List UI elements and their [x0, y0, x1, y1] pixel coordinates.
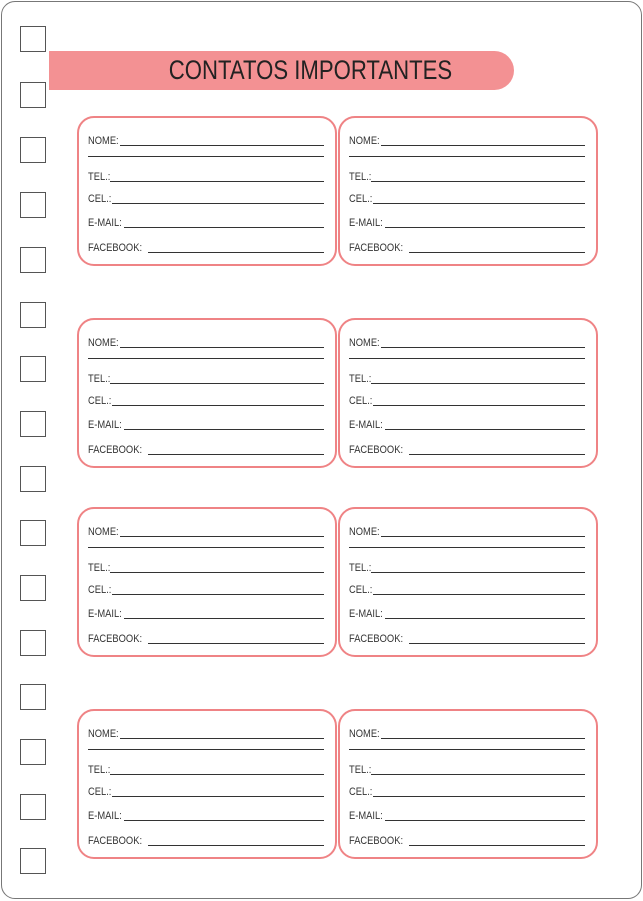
phone-field-line[interactable] — [371, 572, 585, 573]
name-field-label: NOME: — [88, 135, 119, 147]
name-field[interactable] — [88, 333, 324, 349]
phone-field-line[interactable] — [371, 181, 585, 182]
name-field-label: NOME: — [349, 337, 380, 349]
contact-card — [77, 709, 337, 859]
facebook-field[interactable] — [88, 831, 324, 847]
facebook-field-label: FACEBOOK: — [349, 242, 404, 254]
name-field[interactable] — [349, 131, 585, 147]
mobile-field-line[interactable] — [112, 405, 324, 406]
phone-field-label: TEL.: — [88, 171, 111, 183]
title-banner — [49, 51, 514, 90]
mobile-field-label: CEL.: — [349, 193, 373, 205]
email-field[interactable] — [349, 604, 585, 620]
facebook-field-line[interactable] — [148, 845, 324, 846]
name-field[interactable] — [88, 522, 324, 538]
binder-hole — [20, 630, 46, 656]
mobile-field-line[interactable] — [373, 405, 585, 406]
mobile-field[interactable] — [349, 782, 585, 798]
facebook-field-line[interactable] — [409, 454, 585, 455]
facebook-field-line[interactable] — [409, 252, 585, 253]
facebook-field[interactable] — [349, 629, 585, 645]
name-second-line[interactable] — [349, 749, 585, 750]
mobile-field-label: CEL.: — [349, 395, 373, 407]
name-field-label: NOME: — [88, 337, 119, 349]
email-field[interactable] — [349, 415, 585, 431]
email-field[interactable] — [88, 213, 324, 229]
phone-field[interactable] — [88, 167, 324, 183]
email-field-label: E-MAIL: — [88, 608, 122, 620]
contact-card — [338, 507, 598, 657]
email-field-label: E-MAIL: — [349, 217, 383, 229]
name-second-line[interactable] — [88, 547, 324, 548]
email-field-line[interactable] — [124, 227, 324, 228]
binder-hole — [20, 575, 46, 601]
phone-field-label: TEL.: — [349, 171, 372, 183]
mobile-field[interactable] — [349, 391, 585, 407]
email-field-line[interactable] — [124, 618, 324, 619]
phone-field-label: TEL.: — [88, 373, 111, 385]
name-field[interactable] — [88, 131, 324, 147]
mobile-field-line[interactable] — [373, 203, 585, 204]
mobile-field[interactable] — [349, 189, 585, 205]
contact-card — [338, 318, 598, 468]
mobile-field-line[interactable] — [373, 796, 585, 797]
phone-field-label: TEL.: — [88, 562, 111, 574]
facebook-field[interactable] — [88, 238, 324, 254]
mobile-field-label: CEL.: — [349, 786, 373, 798]
facebook-field-label: FACEBOOK: — [88, 444, 143, 456]
email-field-label: E-MAIL: — [88, 810, 122, 822]
contact-card — [77, 116, 337, 266]
email-field[interactable] — [88, 415, 324, 431]
name-field-label: NOME: — [349, 728, 380, 740]
phone-field[interactable] — [88, 760, 324, 776]
phone-field-label: TEL.: — [349, 764, 372, 776]
phone-field[interactable] — [349, 369, 585, 385]
facebook-field-label: FACEBOOK: — [88, 633, 143, 645]
email-field-line[interactable] — [385, 618, 585, 619]
planner-page — [1, 1, 642, 899]
mobile-field[interactable] — [88, 391, 324, 407]
email-field-label: E-MAIL: — [349, 810, 383, 822]
binder-hole — [20, 411, 46, 437]
email-field-line[interactable] — [124, 820, 324, 821]
facebook-field-label: FACEBOOK: — [349, 633, 404, 645]
contact-card — [77, 318, 337, 468]
facebook-field-label: FACEBOOK: — [349, 444, 404, 456]
phone-field[interactable] — [88, 369, 324, 385]
name-field[interactable] — [349, 333, 585, 349]
facebook-field[interactable] — [349, 831, 585, 847]
name-field-label: NOME: — [88, 526, 119, 538]
name-second-line[interactable] — [88, 156, 324, 157]
name-field-line[interactable] — [120, 738, 324, 739]
contact-card — [338, 116, 598, 266]
facebook-field-label: FACEBOOK: — [349, 835, 404, 847]
binder-hole — [20, 848, 46, 874]
email-field[interactable] — [349, 806, 585, 822]
name-field[interactable] — [349, 724, 585, 740]
facebook-field-line[interactable] — [409, 845, 585, 846]
name-field-line[interactable] — [381, 145, 585, 146]
phone-field-label: TEL.: — [349, 373, 372, 385]
binder-hole — [20, 192, 46, 218]
name-field-line[interactable] — [381, 738, 585, 739]
mobile-field-line[interactable] — [373, 594, 585, 595]
contact-card — [77, 507, 337, 657]
mobile-field[interactable] — [88, 189, 324, 205]
name-field-line[interactable] — [120, 347, 324, 348]
phone-field-line[interactable] — [371, 774, 585, 775]
email-field-line[interactable] — [385, 820, 585, 821]
facebook-field-label: FACEBOOK: — [88, 242, 143, 254]
phone-field-label: TEL.: — [349, 562, 372, 574]
facebook-field[interactable] — [349, 238, 585, 254]
contact-card — [338, 709, 598, 859]
name-field-line[interactable] — [120, 145, 324, 146]
email-field[interactable] — [88, 604, 324, 620]
mobile-field-label: CEL.: — [88, 395, 112, 407]
mobile-field-line[interactable] — [112, 594, 324, 595]
email-field[interactable] — [88, 806, 324, 822]
name-field-line[interactable] — [381, 347, 585, 348]
name-field[interactable] — [88, 724, 324, 740]
binder-hole — [20, 684, 46, 710]
binder-hole — [20, 302, 46, 328]
mobile-field-line[interactable] — [112, 203, 324, 204]
phone-field[interactable] — [349, 167, 585, 183]
name-second-line[interactable] — [349, 547, 585, 548]
phone-field-line[interactable] — [110, 181, 324, 182]
name-second-line[interactable] — [88, 358, 324, 359]
phone-field[interactable] — [88, 558, 324, 574]
name-second-line[interactable] — [349, 156, 585, 157]
email-field-label: E-MAIL: — [88, 217, 122, 229]
mobile-field[interactable] — [88, 580, 324, 596]
binder-hole — [20, 466, 46, 492]
name-field-line[interactable] — [120, 536, 324, 537]
phone-field-line[interactable] — [110, 383, 324, 384]
name-field-label: NOME: — [88, 728, 119, 740]
mobile-field-label: CEL.: — [349, 584, 373, 596]
mobile-field-label: CEL.: — [88, 584, 112, 596]
name-field-label: NOME: — [349, 135, 380, 147]
email-field[interactable] — [349, 213, 585, 229]
mobile-field-label: CEL.: — [88, 193, 112, 205]
facebook-field-line[interactable] — [148, 252, 324, 253]
phone-field[interactable] — [349, 760, 585, 776]
name-second-line[interactable] — [88, 749, 324, 750]
facebook-field-line[interactable] — [148, 643, 324, 644]
mobile-field[interactable] — [349, 580, 585, 596]
name-field-label: NOME: — [349, 526, 380, 538]
email-field-line[interactable] — [385, 227, 585, 228]
facebook-field-line[interactable] — [409, 643, 585, 644]
binder-hole — [20, 520, 46, 546]
mobile-field-line[interactable] — [112, 796, 324, 797]
email-field-label: E-MAIL: — [88, 419, 122, 431]
binder-hole — [20, 82, 46, 108]
phone-field-label: TEL.: — [88, 764, 111, 776]
email-field-line[interactable] — [124, 429, 324, 430]
phone-field-line[interactable] — [371, 383, 585, 384]
binder-hole — [20, 794, 46, 820]
email-field-line[interactable] — [385, 429, 585, 430]
name-field[interactable] — [349, 522, 585, 538]
facebook-field-line[interactable] — [148, 454, 324, 455]
phone-field-line[interactable] — [110, 774, 324, 775]
email-field-label: E-MAIL: — [349, 419, 383, 431]
facebook-field[interactable] — [349, 440, 585, 456]
binder-hole — [20, 26, 46, 52]
facebook-field-label: FACEBOOK: — [88, 835, 143, 847]
binder-hole — [20, 247, 46, 273]
facebook-field[interactable] — [88, 629, 324, 645]
binder-hole — [20, 739, 46, 765]
email-field-label: E-MAIL: — [349, 608, 383, 620]
phone-field[interactable] — [349, 558, 585, 574]
phone-field-line[interactable] — [110, 572, 324, 573]
name-second-line[interactable] — [349, 358, 585, 359]
name-field-line[interactable] — [381, 536, 585, 537]
mobile-field[interactable] — [88, 782, 324, 798]
binder-hole — [20, 137, 46, 163]
binder-hole — [20, 356, 46, 382]
mobile-field-label: CEL.: — [88, 786, 112, 798]
page-title: CONTATOS IMPORTANTES — [168, 55, 452, 85]
facebook-field[interactable] — [88, 440, 324, 456]
